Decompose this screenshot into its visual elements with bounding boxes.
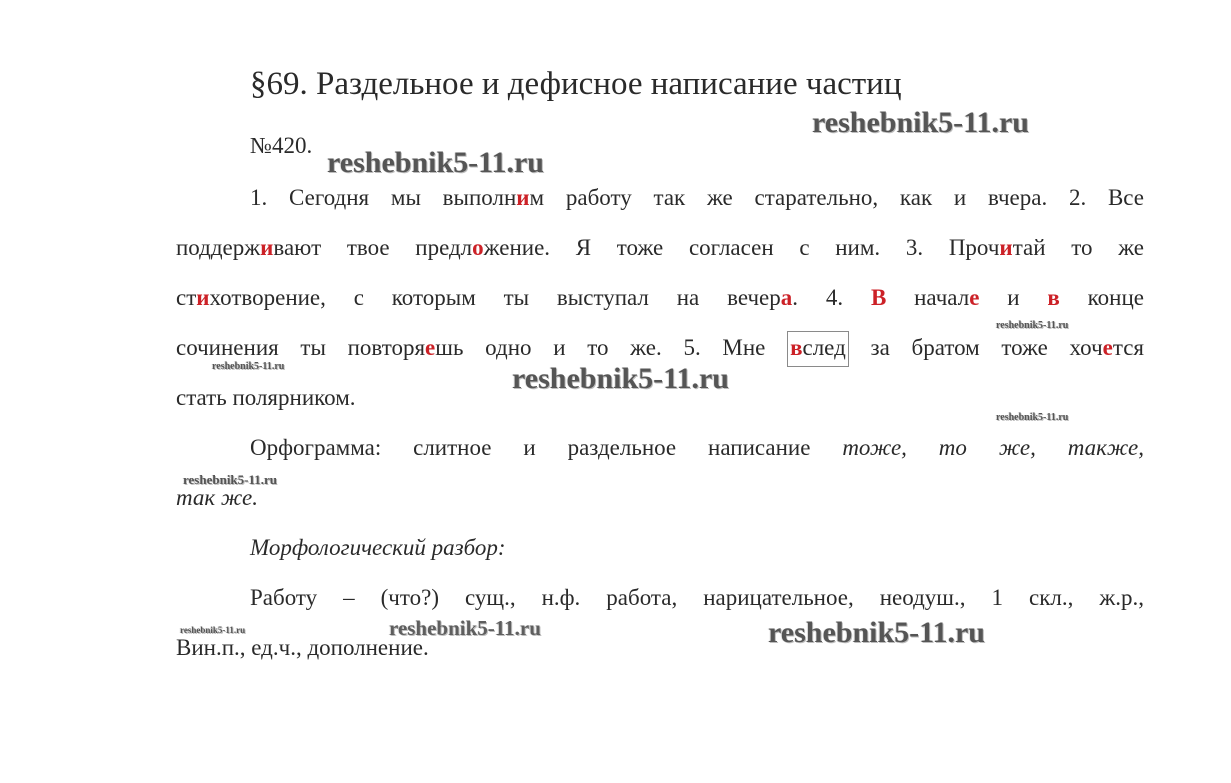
watermark: reshebnik5-11.ru bbox=[768, 616, 985, 649]
watermark: reshebnik5-11.ru bbox=[183, 472, 278, 487]
morph-line-2: Вин.п., ед.ч., дополнение. bbox=[176, 635, 429, 660]
watermark: reshebnik5-11.ru bbox=[327, 146, 544, 179]
watermark: reshebnik5-11.ru bbox=[212, 361, 285, 372]
watermark: reshebnik5-11.ru bbox=[996, 412, 1069, 423]
morph-line-1: Работу – (что?) сущ., н.ф. работа, нарицательное, неодуш., 1 скл., ж.р., bbox=[250, 585, 1144, 610]
morph-heading: Морфологический разбор: bbox=[250, 535, 506, 560]
watermark: reshebnik5-11.ru bbox=[812, 106, 1029, 139]
orthogram-line-1: Орфограмма: слитное и раздельное написание тоже, то же, также, bbox=[250, 435, 1144, 460]
text-line-1: 1. Сегодня мы выполним работу так же старательно, как и вчера. 2. Все bbox=[250, 185, 1145, 210]
orthogram-line-2: так же. bbox=[176, 485, 258, 510]
text-line-4: сочинения ты повторяешь одно и то же. 5. Мне вслед за братом тоже хочется bbox=[176, 323, 1144, 373]
watermark: reshebnik5-11.ru bbox=[389, 616, 541, 640]
watermark: reshebnik5-11.ru bbox=[996, 320, 1069, 331]
section-title: §69. Раздельное и дефисное написание частиц bbox=[250, 66, 902, 102]
watermark: reshebnik5-11.ru bbox=[180, 625, 246, 635]
text-line-2: поддерживают твое предложение. Я тоже согласен с ним. 3. Прочитай то же bbox=[176, 235, 1144, 260]
exercise-number: №420. bbox=[250, 133, 313, 158]
text-line-5: стать полярником. bbox=[176, 385, 356, 410]
boxed-word: вслед bbox=[787, 331, 849, 367]
text-line-3: стихотворение, с которым ты выступал на вечера. 4. В начале и в конце bbox=[176, 285, 1145, 310]
watermark: reshebnik5-11.ru bbox=[512, 362, 729, 395]
